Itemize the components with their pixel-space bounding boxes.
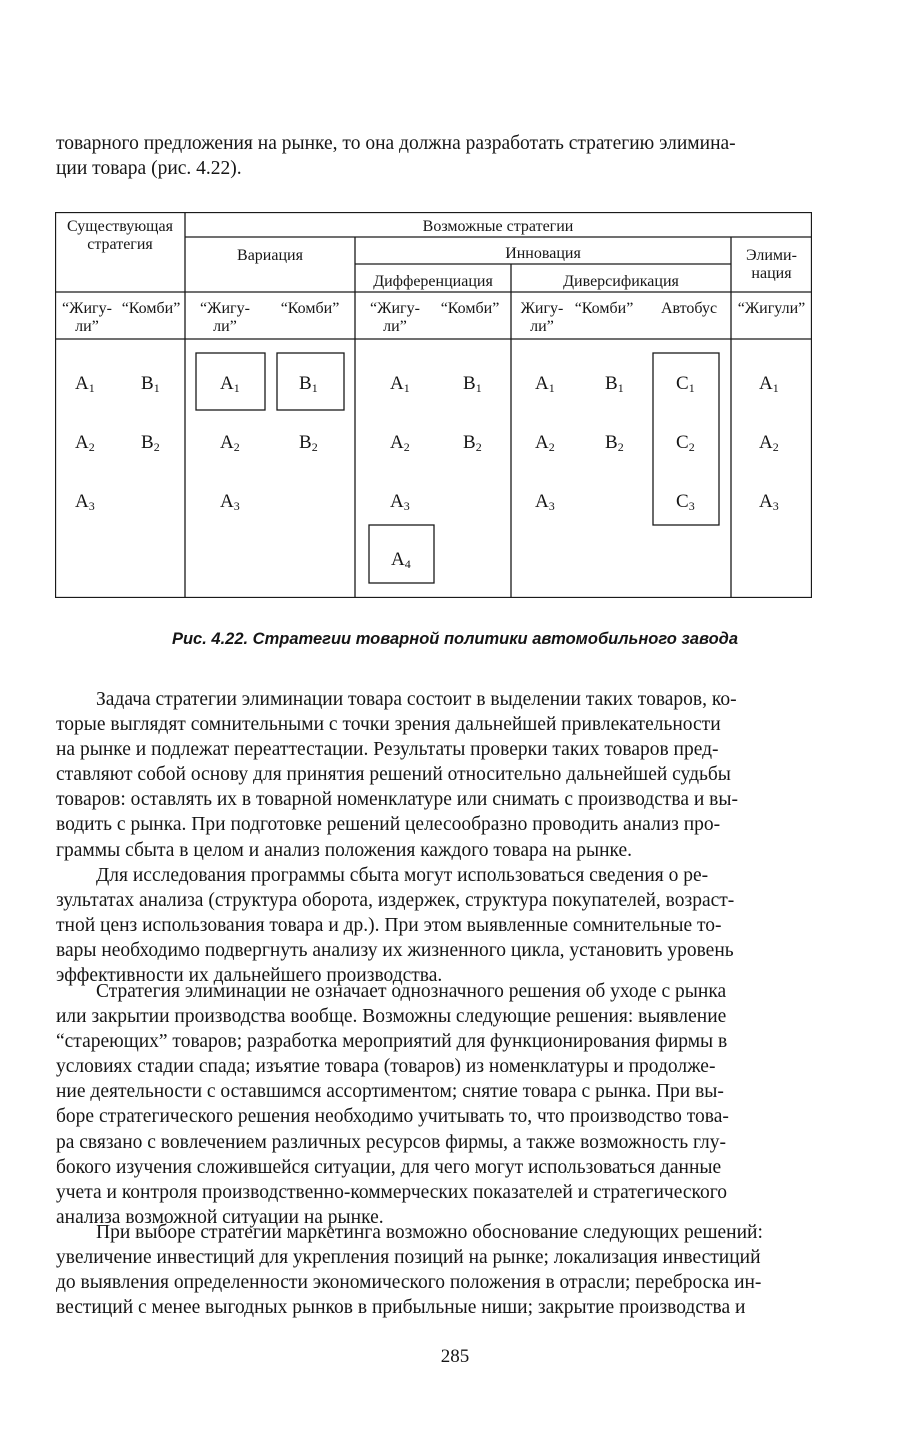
intro-line: ции товара (рис. 4.22). [56, 158, 242, 180]
paragraph-2: Для исследования программы сбыта могут использоваться сведения о ре- зультатах анализа (структура оборота, издержек, структура покупателей, возраст- тной ценз использования товара и др.). При этом выявленные сомнительные то- вары необходимо подвергнуть анализу их жизненного цикла, установить уровень эффективности их дальнейшего производства. [56, 865, 735, 987]
page-number: 285 [440, 1346, 470, 1367]
sub-existing-kombi: “Комби” [121, 300, 181, 317]
item-existing-a1: $A_1$ [75, 373, 95, 395]
item-diff-a4: $A_4$ [391, 549, 411, 571]
item-variation-b2: $B_2$ [299, 432, 318, 454]
sub-divers-zhiguli: Жигу- ли” [520, 300, 564, 335]
sub-diff-zhiguli: “Жигу- ли” [370, 300, 420, 335]
item-divers-c3: $C_3$ [676, 491, 695, 513]
header-possible-strategies: Возможные стратегии [422, 218, 574, 235]
item-diff-a2: $A_2$ [390, 432, 410, 454]
paragraph-3: Стратегия элиминации не означает однозначного решения об уходе с рынка или закрытии производства вообще. Возможны следующие решения: выявление “стареющих” товаров; разработка мероприятий для функционирования фирмы в условиях стадии спада; изъятие товара (товаров) из номенклатуры и продолже- ние деятельности с оставшимся ассортиментом; снятие товара с рынка. При вы- боре стратегического решения необходимо учитывать то, что производство това- ра связано с вовлечением различных ресурсов фирмы, а также возможность глу- бокого изучения сложившейся ситуации, для чего могут использоваться данные учета и контроля производственно-коммерческих показателей и стратегического анализа возможной ситуации на рынке. [56, 981, 729, 1228]
sub-divers-kombi: “Комби” [574, 300, 634, 317]
item-existing-b2: $B_2$ [141, 432, 160, 454]
item-diff-b2: $B_2$ [463, 432, 482, 454]
sub-diff-kombi: “Комби” [440, 300, 500, 317]
item-existing-a3: $A_3$ [75, 491, 95, 513]
item-diff-a3: $A_3$ [390, 491, 410, 513]
sub-elim-zhiguli: “Жигули” [737, 300, 806, 317]
item-elim-a1: $A_1$ [759, 373, 779, 395]
paragraph-4: При выборе стратегии маркетинга возможно обоснование следующих решений: увеличение инвестиций для укрепления позиций на рынке; локализация инвестиций до выявления определенности экономического положения в отрасли; переброска ин- вестиций с менее выгодных рынков в прибыльные ниши; закрытие производства и [56, 1222, 763, 1319]
item-variation-a2: $A_2$ [220, 432, 240, 454]
item-elim-a3: $A_3$ [759, 491, 779, 513]
intro-paragraph [56, 131, 812, 181]
header-elimination: Элими- нация [746, 247, 797, 282]
item-variation-a3: $A_3$ [220, 491, 240, 513]
sub-existing-zhiguli: “Жигу- ли” [62, 300, 112, 335]
header-differentiation: Дифференциация [373, 273, 493, 290]
strategy-figure-table [55, 212, 812, 598]
intro-line: товарного предложения на рынке, то она должна разработать стратегию элимина- [56, 133, 736, 154]
sub-divers-bus: Автобус [660, 300, 718, 317]
header-innovation: Инновация [505, 245, 581, 262]
item-existing-b1: $B_1$ [141, 373, 160, 395]
item-elim-a2: $A_2$ [759, 432, 779, 454]
item-divers-c1: $C_1$ [676, 373, 695, 395]
item-divers-b1: $B_1$ [605, 373, 624, 395]
item-diff-b1: $B_1$ [463, 373, 482, 395]
item-divers-a2: $A_2$ [535, 432, 555, 454]
item-variation-a1: $A_1$ [220, 373, 240, 395]
figure-caption: Рис. 4.22. Стратегии товарной политики автомобильного завода [171, 630, 739, 648]
paragraph-1: Задача стратегии элиминации товара состоит в выделении таких товаров, ко- торые выглядят сомнительными с точки зрения дальнейшей привлекательности на рынке и подлежат переаттестации. Результаты проверки таких товаров пред- ставляют собой основу для принятия решений относительно дальнейшей судьбы товаров: оставлять их в товарной номенклатуре или снимать с производства и вы- водить с рынка. При подготовке решений целесообразно проводить анализ про- граммы сбыта в целом и анализ положения каждого товара на рынке. [56, 689, 738, 861]
header-existing-strategy: Существующая стратегия [67, 218, 173, 253]
sub-variation-kombi: “Комби” [280, 300, 340, 317]
header-variation: Вариация [237, 247, 303, 264]
item-divers-b2: $B_2$ [605, 432, 624, 454]
item-variation-b1: $B_1$ [299, 373, 318, 395]
sub-variation-zhiguli: “Жигу- ли” [200, 300, 250, 335]
item-divers-c2: $C_2$ [676, 432, 695, 454]
header-diversification: Диверсификация [563, 273, 679, 290]
table-grid [55, 212, 812, 598]
item-existing-a2: $A_2$ [75, 432, 95, 454]
item-diff-a1: $A_1$ [390, 373, 410, 395]
item-divers-a1: $A_1$ [535, 373, 555, 395]
item-divers-a3: $A_3$ [535, 491, 555, 513]
